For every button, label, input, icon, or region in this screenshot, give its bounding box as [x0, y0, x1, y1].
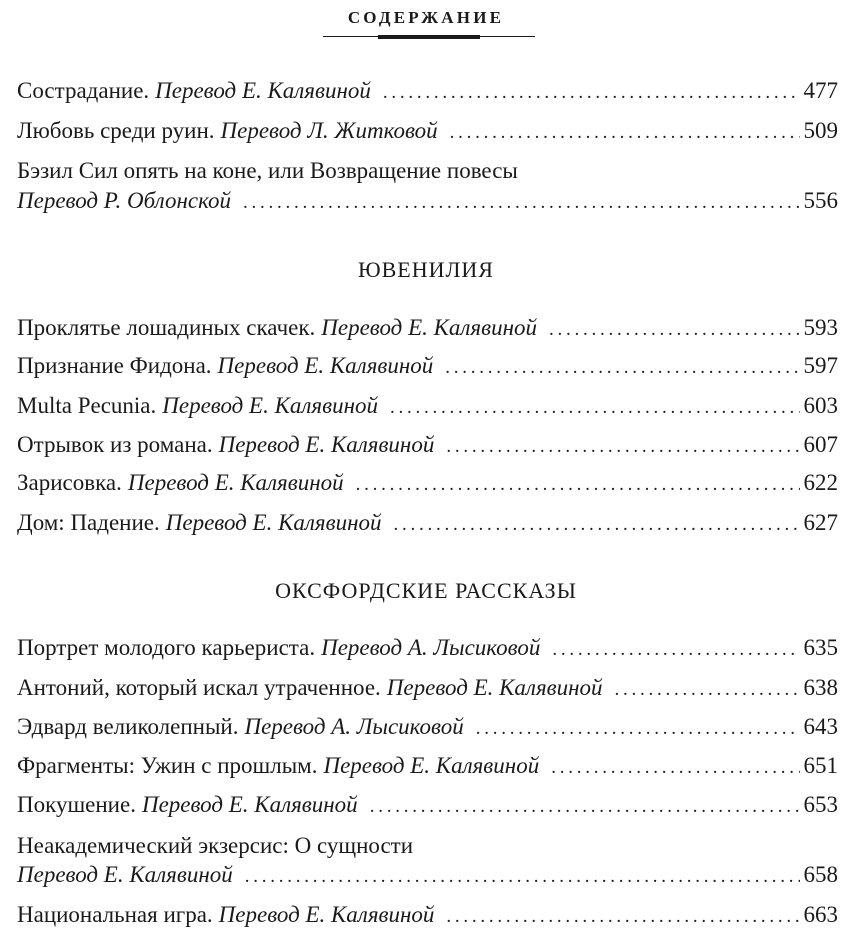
toc-entry[interactable] [17, 349, 838, 383]
entry-page: 627 [803, 510, 838, 535]
entry-translator: Перевод Е. Калявиной [162, 393, 378, 418]
dot-leader [370, 790, 800, 824]
entry-translator: Перевод А. Лысиковой [244, 714, 464, 739]
entry-translator: Перевод Е. Калявиной [321, 315, 538, 340]
entry-page: 622 [803, 470, 838, 495]
entry-title: Покушение. [17, 792, 136, 817]
dot-leader [551, 751, 799, 785]
toc-entry[interactable] [17, 671, 838, 705]
entry-page: 635 [803, 635, 838, 660]
entry-translator: Перевод Е. Калявиной [386, 675, 603, 700]
entry-translator: Перевод Е. Калявиной [217, 353, 434, 378]
entry-translator: Перевод Р. Облонской [17, 188, 231, 213]
toc-entry[interactable] [17, 184, 838, 218]
toc-entry[interactable] [17, 788, 838, 822]
entry-translator: Перевод Е. Калявиной [17, 862, 233, 887]
entry-page: 643 [803, 714, 838, 739]
dot-leader [450, 116, 800, 150]
entry-page: 663 [803, 902, 838, 927]
entry-title-line[interactable]: Неакадемический экзерсис: О сущности [17, 833, 414, 858]
dot-leader [552, 633, 799, 667]
dot-leader [445, 351, 799, 385]
entry-translator: Перевод Е. Калявиной [323, 753, 540, 778]
entry-page: 603 [803, 393, 838, 418]
dot-leader [549, 313, 799, 347]
entry-title: Антоний, который искал утраченное. [17, 675, 381, 700]
entry-translator: Перевод Е. Калявиной [165, 510, 382, 535]
entry-page: 658 [803, 862, 838, 887]
toc-entry[interactable] [17, 466, 838, 500]
entry-title: Multa Pecunia. [17, 393, 157, 418]
entry-title: Портрет молодого карьериста. [17, 635, 316, 660]
entry-translator: Перевод Е. Калявиной [155, 78, 371, 103]
toc-entry[interactable] [17, 311, 838, 345]
section-title-oxford-stories: ОКСФОРДСКИЕ РАССКАЗЫ [275, 578, 577, 603]
entry-page: 651 [803, 753, 838, 778]
dot-leader [446, 900, 799, 934]
entry-translator: Перевод Е. Калявиной [141, 792, 358, 817]
entry-title: Эдвард великолепный. [17, 714, 239, 739]
toc-entry[interactable] [17, 898, 838, 932]
dot-leader [245, 860, 800, 894]
toc-entry[interactable] [17, 74, 838, 108]
entry-title: Зарисовка. [17, 470, 122, 495]
entry-page: 597 [803, 353, 838, 378]
entry-translator: Перевод Л. Житковой [220, 118, 438, 143]
entry-page: 509 [803, 118, 838, 143]
toc-entry[interactable] [17, 710, 838, 744]
toc-entry[interactable] [17, 428, 838, 462]
contents-header [0, 8, 852, 28]
dot-leader [356, 468, 800, 502]
contents-title: СОДЕРЖАНИЕ [347, 8, 505, 27]
toc-entry[interactable] [17, 114, 838, 148]
section-title-juvenilia: ЮВЕНИЛИЯ [358, 257, 494, 282]
entry-translator: Перевод Е. Калявиной [127, 470, 344, 495]
toc-entry[interactable] [17, 858, 838, 892]
entry-title-line[interactable]: Бэзил Сил опять на коне, или Возвращение повесы [17, 158, 518, 183]
entry-title: Сострадание. [17, 78, 150, 103]
toc-entry[interactable] [17, 506, 838, 540]
entry-page: 607 [803, 432, 838, 457]
dot-leader [390, 391, 800, 425]
entry-translator: Перевод А. Лысиковой [321, 635, 541, 660]
entry-title: Отрывок из романа. [17, 432, 213, 457]
dot-leader [243, 186, 800, 220]
toc-entry[interactable] [17, 749, 838, 783]
entry-title: Любовь среди руин. [17, 118, 215, 143]
entry-page: 653 [803, 792, 838, 817]
entry-translator: Перевод Е. Калявиной [218, 432, 435, 457]
entry-title: Дом: Падение. [17, 510, 160, 535]
entry-page: 638 [803, 675, 838, 700]
entry-title: Фрагменты: Ужин с прошлым. [17, 753, 318, 778]
dot-leader [383, 76, 800, 110]
entry-title: Национальная игра. [17, 902, 213, 927]
dot-leader [615, 673, 800, 707]
dot-leader [394, 508, 800, 542]
header-rule-accent [378, 35, 480, 39]
toc-entry[interactable] [17, 631, 838, 665]
dot-leader [446, 430, 799, 464]
entry-page: 556 [803, 188, 838, 213]
entry-page: 593 [803, 315, 838, 340]
toc-entry[interactable] [17, 389, 838, 423]
entry-page: 477 [803, 78, 838, 103]
entry-translator: Перевод Е. Калявиной [218, 902, 435, 927]
dot-leader [476, 712, 800, 746]
entry-title: Признание Фидона. [17, 353, 212, 378]
entry-title: Проклятье лошадиных скачек. [17, 315, 316, 340]
